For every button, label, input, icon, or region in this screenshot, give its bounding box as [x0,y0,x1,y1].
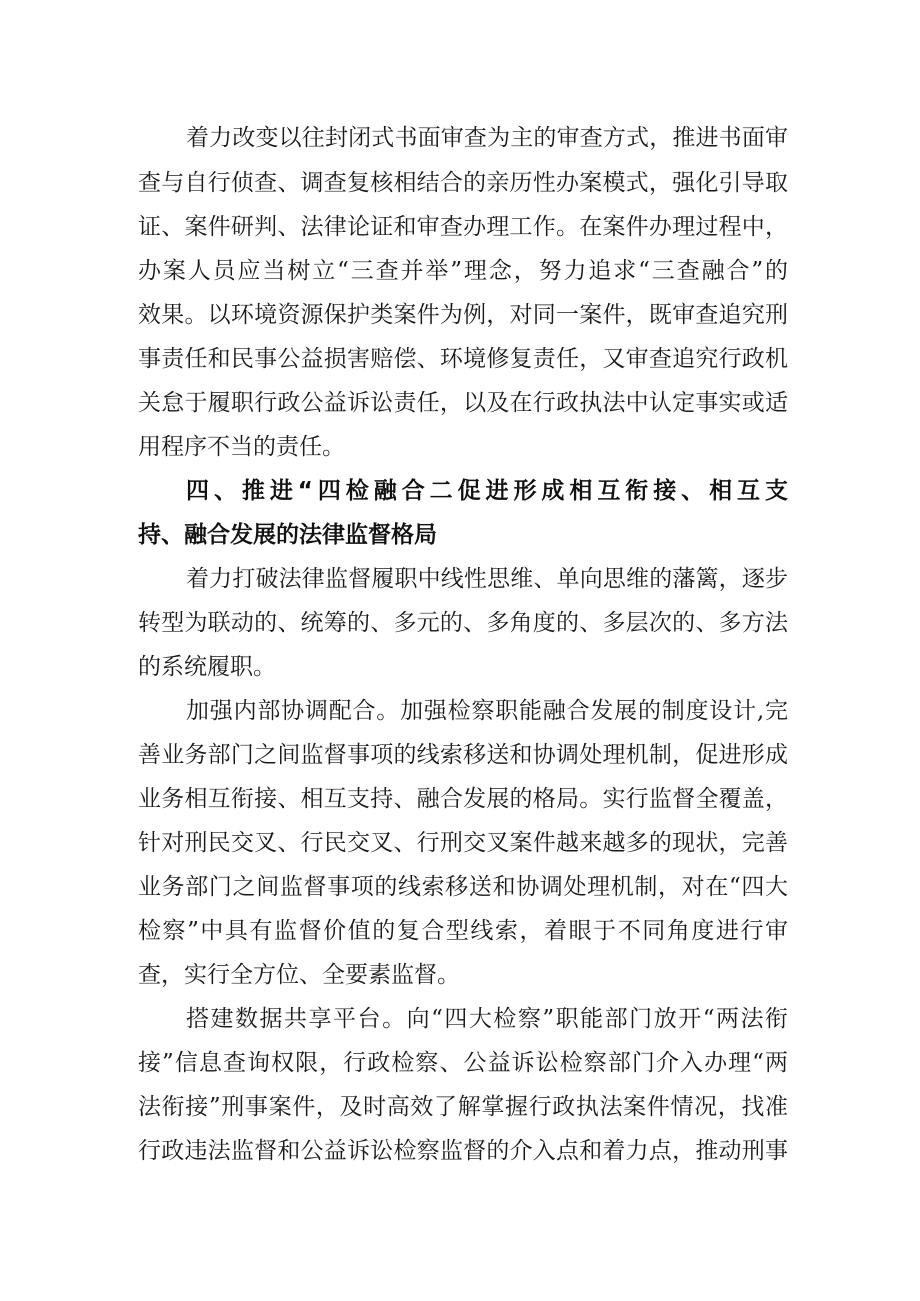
paragraph-line: 查，实行全方位、全要素监督。 [138,962,460,988]
paragraph-line: 着力改变以往封闭式书面审查为主的审查方式，推进书面审 [186,125,788,151]
paragraph-line: 事责任和民事公益损害赔偿、环境修复责任，又审查追究行政机 [138,346,788,372]
paragraph-line: 搭建数据共享平台。向“四大检察”职能部门放开“两法衔 [186,1006,788,1032]
paragraph-line: 关怠于履职行政公益诉讼责任，以及在行政执法中认定事实或适 [138,390,788,416]
paragraph-line: 接”信息查询权限，行政检察、公益诉讼检察部门介入办理“两 [138,1050,788,1076]
paragraph-line: 的系统履职。 [138,654,276,680]
paragraph-line: 善业务部门之间监督事项的线索移送和协调处理机制，促进形成 [138,742,788,768]
paragraph-line: 加强内部协调配合。加强检察职能融合发展的制度设计,完 [186,698,788,724]
paragraph-line: 针对刑民交叉、行民交叉、行刑交叉案件越来越多的现状，完善 [138,830,788,856]
paragraph-line: 用程序不当的责任。 [138,434,345,460]
paragraph-line: 着力打破法律监督履职中线性思维、单向思维的藩篱，逐步 [186,566,788,592]
paragraph-line: 办案人员应当树立“三查并举”理念，努力追求“三查融合”的 [138,258,788,284]
paragraph-line: 效果。以环境资源保护类案件为例，对同一案件，既审查追究刑 [138,302,788,328]
paragraph-line: 查与自行侦查、调查复核相结合的亲历性办案模式，强化引导取 [138,170,788,196]
paragraph-line: 法衔接”刑事案件，及时高效了解掌握行政执法案件情况，找准 [138,1094,788,1120]
section-heading: 持、融合发展的法律监督格局 [138,522,437,548]
paragraph-line: 业务部门之间监督事项的线索移送和协调处理机制，对在“四大 [138,874,788,900]
paragraph-line: 证、案件研判、法律论证和审查办理工作。在案件办理过程中， [138,214,788,240]
section-heading: 四、推进“四检融合二促进形成相互衔接、相互支 [186,478,788,504]
paragraph-line: 业务相互衔接、相互支持、融合发展的格局。实行监督全覆盖， [138,786,788,812]
paragraph-line: 转型为联动的、统筹的、多元的、多角度的、多层次的、多方法 [138,610,788,636]
paragraph-line: 行政违法监督和公益诉讼检察监督的介入点和着力点，推动刑事 [138,1138,788,1164]
paragraph-line: 检察”中具有监督价值的复合型线索，着眼于不同角度进行审 [138,918,788,944]
